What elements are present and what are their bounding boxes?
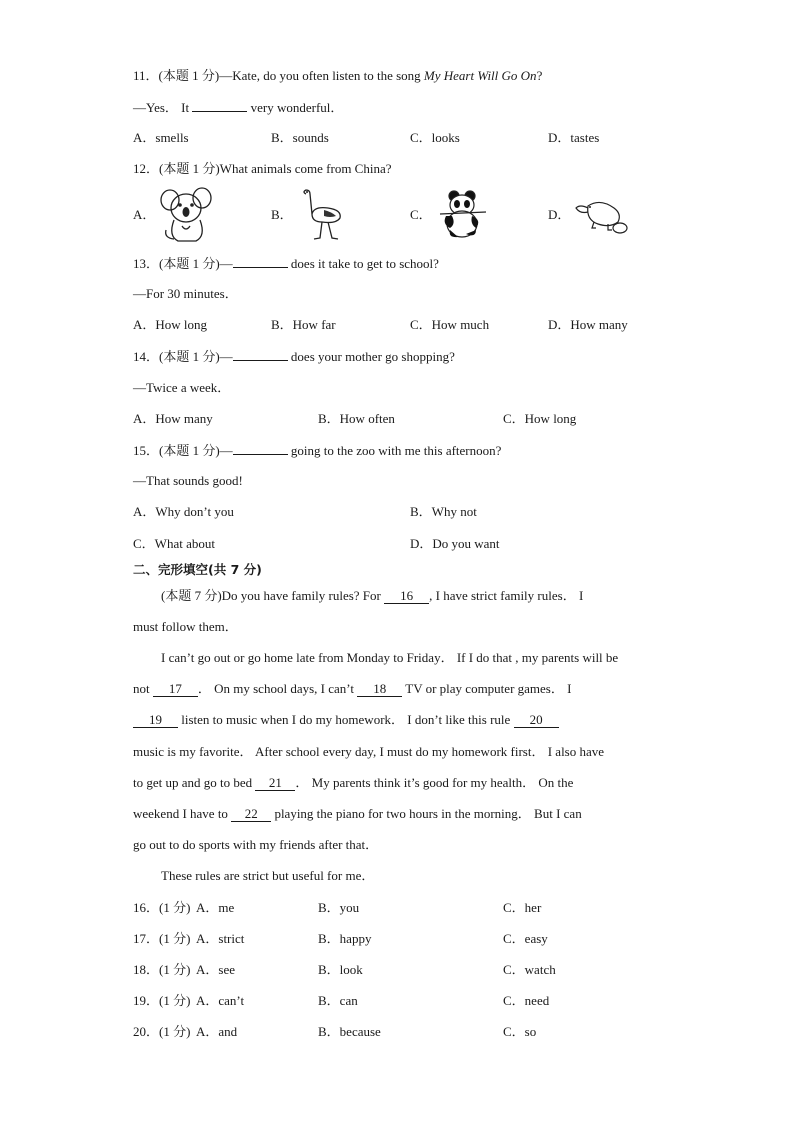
koala-icon[interactable] <box>160 186 212 244</box>
panda-icon[interactable] <box>436 190 488 240</box>
passage-text: playing the piano for two hours in the morning． But I can <box>271 806 582 821</box>
cloze-17-option-b[interactable]: B．happy <box>318 931 372 946</box>
question-13-stem <box>133 253 439 273</box>
reply-text-end: very wonderful． <box>250 100 344 115</box>
passage-line: must follow them． <box>133 619 238 634</box>
answer-blank[interactable] <box>192 97 247 112</box>
cloze-blank-19[interactable]: 19 <box>133 713 178 728</box>
q12-option-c[interactable]: C． <box>410 207 432 222</box>
passage-text: ． My parents think it’s good for my health． On the <box>295 775 574 790</box>
cloze-16-option-b[interactable]: B．you <box>318 900 360 915</box>
passage-line: music is my favorite． After school every day, I must do my homework first． I also have <box>133 744 605 759</box>
cloze-19-option-b[interactable]: B．can <box>318 993 358 1008</box>
cloze-blank-17[interactable]: 17 <box>153 682 198 697</box>
q11-option-c[interactable]: C．looks <box>410 130 460 145</box>
section-title: 二、完形填空(共 7 分) <box>133 562 262 577</box>
passage-line: go out to do sports with my friends after that． <box>133 837 379 852</box>
ostrich-icon[interactable] <box>298 188 346 242</box>
question-text: What animals come from China? <box>219 161 392 176</box>
answer-blank[interactable] <box>233 440 288 455</box>
passage-text: , I have strict family rules． I <box>429 588 584 603</box>
cloze-16-option-a[interactable]: A．me <box>196 900 235 915</box>
cloze-blank-22[interactable]: 22 <box>231 807 271 822</box>
question-number: 14．(本题 1 分) <box>133 349 220 364</box>
q13-option-a[interactable]: A．How long <box>133 317 208 332</box>
question-14-stem <box>133 346 455 366</box>
q11-option-d[interactable]: D．tastes <box>548 130 600 145</box>
cloze-19-option-c[interactable]: C．need <box>503 993 550 1008</box>
cloze-20-option-b[interactable]: B．because <box>318 1024 381 1039</box>
passage-text: not <box>133 681 153 696</box>
cloze-19-option-a[interactable]: A．can’t <box>196 993 245 1008</box>
song-title: My Heart Will Go On <box>423 68 537 83</box>
passage-text: listen to music when I do my homework． I don’t like this rule <box>178 712 514 727</box>
q12-option-d[interactable]: D． <box>548 207 571 222</box>
q14-option-a[interactable]: A．How many <box>133 411 213 426</box>
question-12-stem <box>133 159 392 179</box>
cloze-16-number: 16．(1 分) <box>133 900 191 915</box>
question-number: 12．(本题 1 分) <box>133 161 220 176</box>
cloze-blank-16[interactable]: 16 <box>384 589 429 604</box>
question-15-reply: —That sounds good! <box>133 473 243 488</box>
question-number: 15．(本题 1 分) <box>133 443 220 458</box>
passage-line <box>133 679 571 699</box>
passage-line <box>161 586 583 606</box>
passage-line <box>133 773 573 793</box>
question-11-reply <box>133 97 343 117</box>
cloze-18-option-b[interactable]: B．look <box>318 962 363 977</box>
passage-text: weekend I have to <box>133 806 232 821</box>
cloze-18-number: 18．(1 分) <box>133 962 191 977</box>
cloze-18-option-c[interactable]: C．watch <box>503 962 556 977</box>
answer-blank[interactable] <box>233 346 288 361</box>
q12-option-a[interactable]: A． <box>133 207 156 222</box>
question-text: going to the zoo with me this afternoon? <box>290 443 502 458</box>
q11-option-b[interactable]: B．sounds <box>271 130 329 145</box>
cloze-20-option-c[interactable]: C．so <box>503 1024 537 1039</box>
passage-text: ． On my school days, I can’t <box>197 681 358 696</box>
q13-option-c[interactable]: C．How much <box>410 317 490 332</box>
passage-text: TV or play computer games． I <box>402 681 572 696</box>
cloze-blank-20[interactable]: 20 <box>514 713 559 728</box>
platypus-icon[interactable] <box>574 196 630 236</box>
cloze-blank-18[interactable]: 18 <box>357 682 402 697</box>
question-text-end: ? <box>536 68 543 83</box>
question-number: 13．(本题 1 分) <box>133 256 220 271</box>
question-13-reply: —For 30 minutes． <box>133 286 238 301</box>
q12-option-b[interactable]: B． <box>271 207 293 222</box>
question-14-reply: —Twice a week． <box>133 380 231 395</box>
passage-line <box>133 804 582 824</box>
cloze-16-option-c[interactable]: C．her <box>503 900 542 915</box>
q13-option-b[interactable]: B．How far <box>271 317 336 332</box>
question-number: 11．(本题 1 分) <box>133 68 220 83</box>
q13-option-d[interactable]: D．How many <box>548 317 628 332</box>
question-11-stem <box>133 66 542 86</box>
question-text: does your mother go shopping? <box>290 349 455 364</box>
passage-line <box>133 710 559 730</box>
dash: — <box>219 443 233 458</box>
passage-line: I can’t go out or go home late from Monday to Friday． If I do that , my parents will be <box>161 650 619 665</box>
q15-option-d[interactable]: D．Do you want <box>410 536 500 551</box>
passage-text: (本题 7 分)Do you have family rules? For <box>161 588 385 603</box>
q15-option-a[interactable]: A．Why don’t you <box>133 504 234 519</box>
q14-option-c[interactable]: C．How long <box>503 411 577 426</box>
cloze-blank-21[interactable]: 21 <box>255 776 295 791</box>
q14-option-b[interactable]: B．How often <box>318 411 395 426</box>
cloze-20-number: 20．(1 分) <box>133 1024 191 1039</box>
question-text: does it take to get to school? <box>290 256 439 271</box>
reply-text: —Yes． It <box>133 100 190 115</box>
answer-blank[interactable] <box>233 253 288 268</box>
question-15-stem <box>133 440 501 460</box>
cloze-17-number: 17．(1 分) <box>133 931 191 946</box>
passage-text: to get up and go to bed <box>133 775 256 790</box>
q15-option-b[interactable]: B．Why not <box>410 504 477 519</box>
dash: — <box>219 349 233 364</box>
cloze-20-option-a[interactable]: A．and <box>196 1024 238 1039</box>
cloze-19-number: 19．(1 分) <box>133 993 191 1008</box>
cloze-18-option-a[interactable]: A．see <box>196 962 235 977</box>
passage-line: These rules are strict but useful for me． <box>161 868 375 883</box>
q15-option-c[interactable]: C．What about <box>133 536 215 551</box>
dash: — <box>219 256 233 271</box>
cloze-17-option-a[interactable]: A．strict <box>196 931 245 946</box>
cloze-17-option-c[interactable]: C．easy <box>503 931 548 946</box>
q11-option-a[interactable]: A．smells <box>133 130 189 145</box>
question-text: —Kate, do you often listen to the song <box>219 68 424 83</box>
